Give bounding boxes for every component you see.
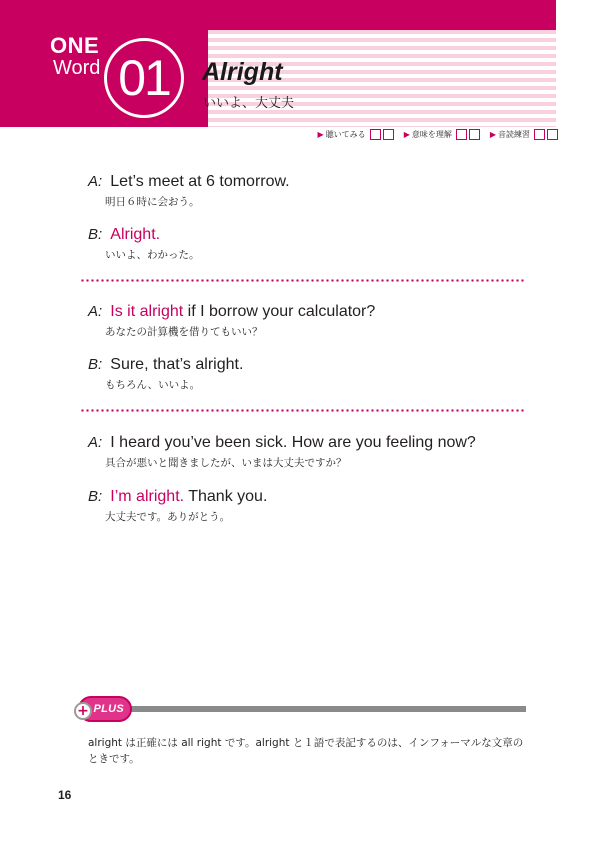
word-label: Word	[53, 57, 101, 79]
english-text: Thank you.	[184, 488, 268, 505]
check-item-understand	[404, 129, 480, 140]
english-text: I heard you’ve been sick. How are you feeling now?	[110, 434, 476, 451]
dialogue-line	[88, 224, 160, 244]
study-checklist	[318, 129, 558, 140]
lesson-number-badge	[104, 38, 184, 118]
check-label: 意味を理解	[411, 130, 452, 139]
checkbox[interactable]	[370, 129, 381, 140]
japanese-translation: いいよ、わかった。	[105, 249, 200, 261]
japanese-translation: 大丈夫です。ありがとう。	[105, 511, 231, 523]
check-label: 音読練習	[498, 130, 530, 139]
japanese-translation: もちろん、いいよ。	[105, 379, 201, 391]
page-number: 16	[58, 788, 72, 802]
checkbox[interactable]	[469, 129, 480, 140]
highlighted-phrase: I’m alright.	[110, 488, 185, 505]
plus-note: alright は正確には all right です。alright と１語で表記するのは、インフォーマルな文章のときです。	[88, 737, 524, 765]
plus-label: PLUS	[93, 703, 124, 715]
english-text: if I borrow your calculator?	[183, 303, 376, 320]
play-arrow-icon: ▶	[489, 129, 496, 139]
play-arrow-icon: ▶	[317, 129, 324, 139]
dialogue-line	[88, 432, 476, 452]
plus-icon: +	[74, 702, 92, 720]
speaker-label: A:	[88, 434, 103, 451]
speaker-label: B:	[88, 356, 103, 373]
check-label: 聴いてみる	[325, 130, 366, 139]
one-label: ONE	[50, 33, 100, 58]
japanese-translation: あなたの計算機を借りてもいい？	[105, 326, 263, 338]
checkbox[interactable]	[547, 129, 558, 140]
speaker-label: B:	[88, 488, 103, 505]
highlighted-phrase: Is it alright	[110, 303, 184, 320]
english-text: Let’s meet at 6 tomorrow.	[110, 173, 290, 190]
dotted-divider	[80, 409, 526, 412]
dialogue-line	[88, 486, 267, 506]
japanese-translation: 具合が悪いと聞きましたが、いまは大丈夫ですか？	[105, 457, 347, 469]
lesson-number: 01	[118, 50, 170, 106]
speaker-label: B:	[88, 226, 103, 243]
plus-divider-bar	[130, 706, 526, 712]
check-item-listen	[318, 129, 394, 140]
checkbox[interactable]	[456, 129, 467, 140]
checkbox[interactable]	[383, 129, 394, 140]
lesson-title: Alright	[202, 58, 283, 86]
japanese-translation: 明日６時に会おう。	[105, 196, 200, 208]
dialogue-line	[88, 171, 290, 191]
play-arrow-icon: ▶	[403, 129, 410, 139]
lesson-subtitle: いいよ、大丈夫	[203, 96, 295, 111]
dialogue-line	[88, 301, 375, 321]
check-item-read-aloud	[490, 129, 558, 140]
highlighted-phrase: Alright.	[110, 226, 161, 243]
checkbox[interactable]	[534, 129, 545, 140]
speaker-label: A:	[88, 173, 103, 190]
english-text: Sure, that’s alright.	[110, 356, 244, 373]
speaker-label: A:	[88, 303, 103, 320]
dialogue-line	[88, 354, 243, 374]
dotted-divider	[80, 279, 526, 282]
